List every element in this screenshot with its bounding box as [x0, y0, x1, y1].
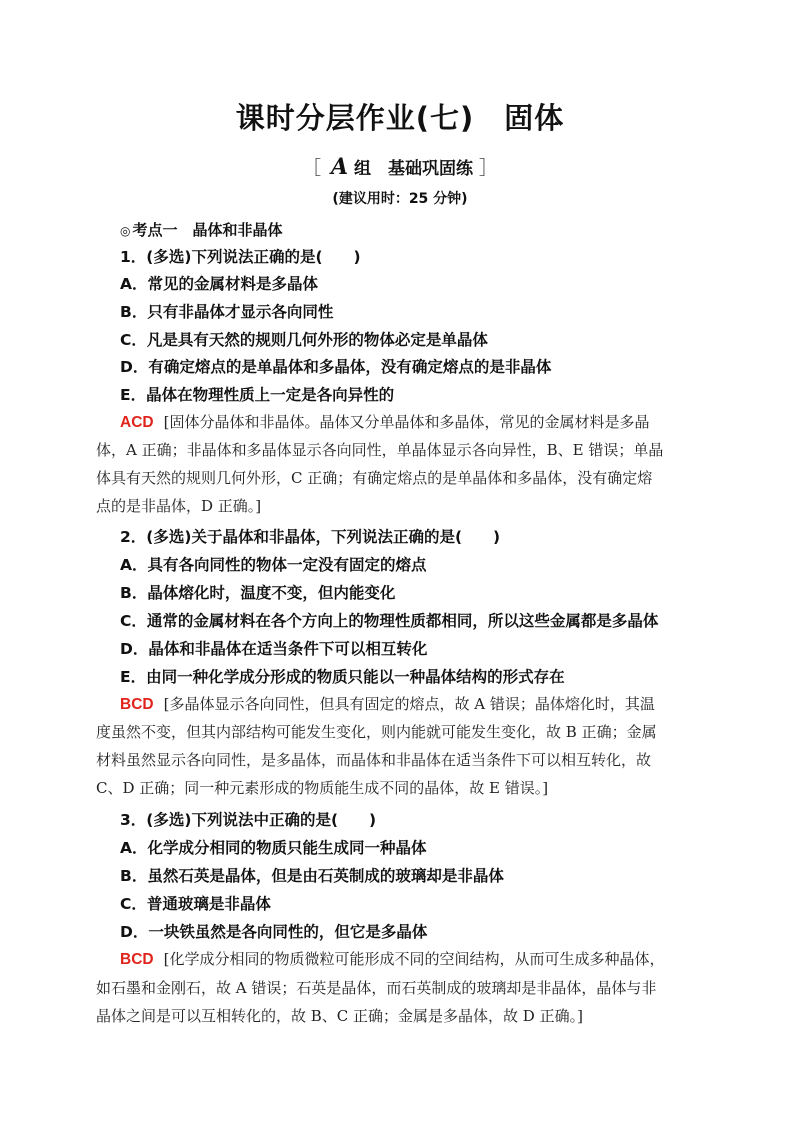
topic-marker-icon: ◎	[120, 224, 131, 238]
question-1-stem: 1．(多选)下列说法正确的是( )	[120, 248, 361, 266]
question-2-explanation-line-3: 材料虽然显示各向同性，是多晶体，而晶体和非晶体在适当条件下可以相互转化，故	[96, 751, 652, 769]
question-3-answer-key: BCD	[120, 951, 154, 968]
question-2-option-b: B．晶体熔化时，温度不变，但内能变化	[120, 584, 396, 602]
question-2-explanation-line-2: 度虽然不变，但其内部结构可能发生变化，则内能就可能发生变化，故 B 正确；金属	[96, 723, 657, 741]
question-1-option-e: E．晶体在物理性质上一定是各向异性的	[120, 386, 395, 404]
question-2-option-a: A．具有各向同性的物体一定没有固定的熔点	[120, 556, 427, 574]
question-3-stem: 3．(多选)下列说法中正确的是( )	[120, 811, 377, 829]
question-1-explanation-line-2: 体，A 正确；非晶体和多晶体显示各向同性，单晶体显示各向异性，B、E 错误；单晶	[96, 441, 664, 459]
question-1-option-b: B．只有非晶体才显示各向同性	[120, 303, 334, 321]
question-2-explanation-line-4: C、D 正确；同一种元素形成的物质能生成不同的晶体，故 E 错误。]	[96, 779, 549, 797]
question-1-answer-key: ACD	[120, 414, 154, 431]
question-3-option-a: A．化学成分相同的物质只能生成同一种晶体	[120, 839, 427, 857]
question-3-explanation-line-1: BCD [化学成分相同的物质微粒可能形成不同的空间结构，从而可生成多种晶体，	[120, 950, 665, 968]
page-title: 课时分层作业(七) 固体	[235, 101, 565, 135]
suggested-time: (建议用时：25 分钟)	[332, 191, 468, 207]
group-label: 组 基础巩固练	[354, 159, 473, 179]
question-2-explanation-line-1: BCD [多晶体显示各向同性，但具有固定的熔点，故 A 错误；晶体熔化时，其温	[120, 695, 655, 713]
question-1-explanation-line-3: 体具有天然的规则几何外形，C 正确；有确定熔点的是单晶体和多晶体，没有确定熔	[96, 469, 653, 487]
question-3-explanation-line-2: 如石墨和金刚石，故 A 错误；石英是晶体，而石英制成的玻璃却是非晶体，晶体与非	[96, 979, 657, 997]
topic-heading	[120, 219, 283, 240]
group-bracket-close: ］	[478, 157, 498, 179]
question-1-explanation-line-1: ACD [固体分晶体和非晶体。晶体又分单晶体和多晶体，常见的金属材料是多晶	[120, 413, 650, 431]
question-3-option-d: D．一块铁虽然是各向同性的，但它是多晶体	[120, 923, 428, 941]
question-2-option-c: C．通常的金属材料在各个方向上的物理性质都相同，所以这些金属都是多晶体	[120, 612, 659, 630]
question-2-option-e: E．由同一种化学成分形成的物质只能以一种晶体结构的形式存在	[120, 668, 565, 686]
group-grade-letter: A	[331, 154, 349, 180]
question-1-option-c: C．凡是具有天然的规则几何外形的物体必定是单晶体	[120, 331, 488, 349]
question-1-option-a: A．常见的金属材料是多晶体	[120, 275, 318, 293]
question-1-explanation-line-4: 点的是非晶体，D 正确。]	[96, 497, 262, 515]
question-3-explanation-line-3: 晶体之间是可以互相转化的，故 B、C 正确；金属是多晶体，故 D 正确。]	[96, 1007, 583, 1025]
question-1-option-d: D．有确定熔点的是单晶体和多晶体，没有确定熔点的是非晶体	[120, 358, 552, 376]
question-3-option-b: B．虽然石英是晶体，但是由石英制成的玻璃却是非晶体	[120, 867, 504, 885]
question-2-option-d: D．晶体和非晶体在适当条件下可以相互转化	[120, 640, 428, 658]
topic-label: 考点一 晶体和非晶体	[132, 221, 283, 239]
question-2-answer-key: BCD	[120, 696, 154, 713]
question-3-option-c: C．普通玻璃是非晶体	[120, 895, 271, 913]
question-2-stem: 2．(多选)关于晶体和非晶体，下列说法正确的是( )	[120, 528, 501, 546]
group-heading	[0, 153, 800, 180]
group-bracket-open: ［	[302, 157, 322, 179]
